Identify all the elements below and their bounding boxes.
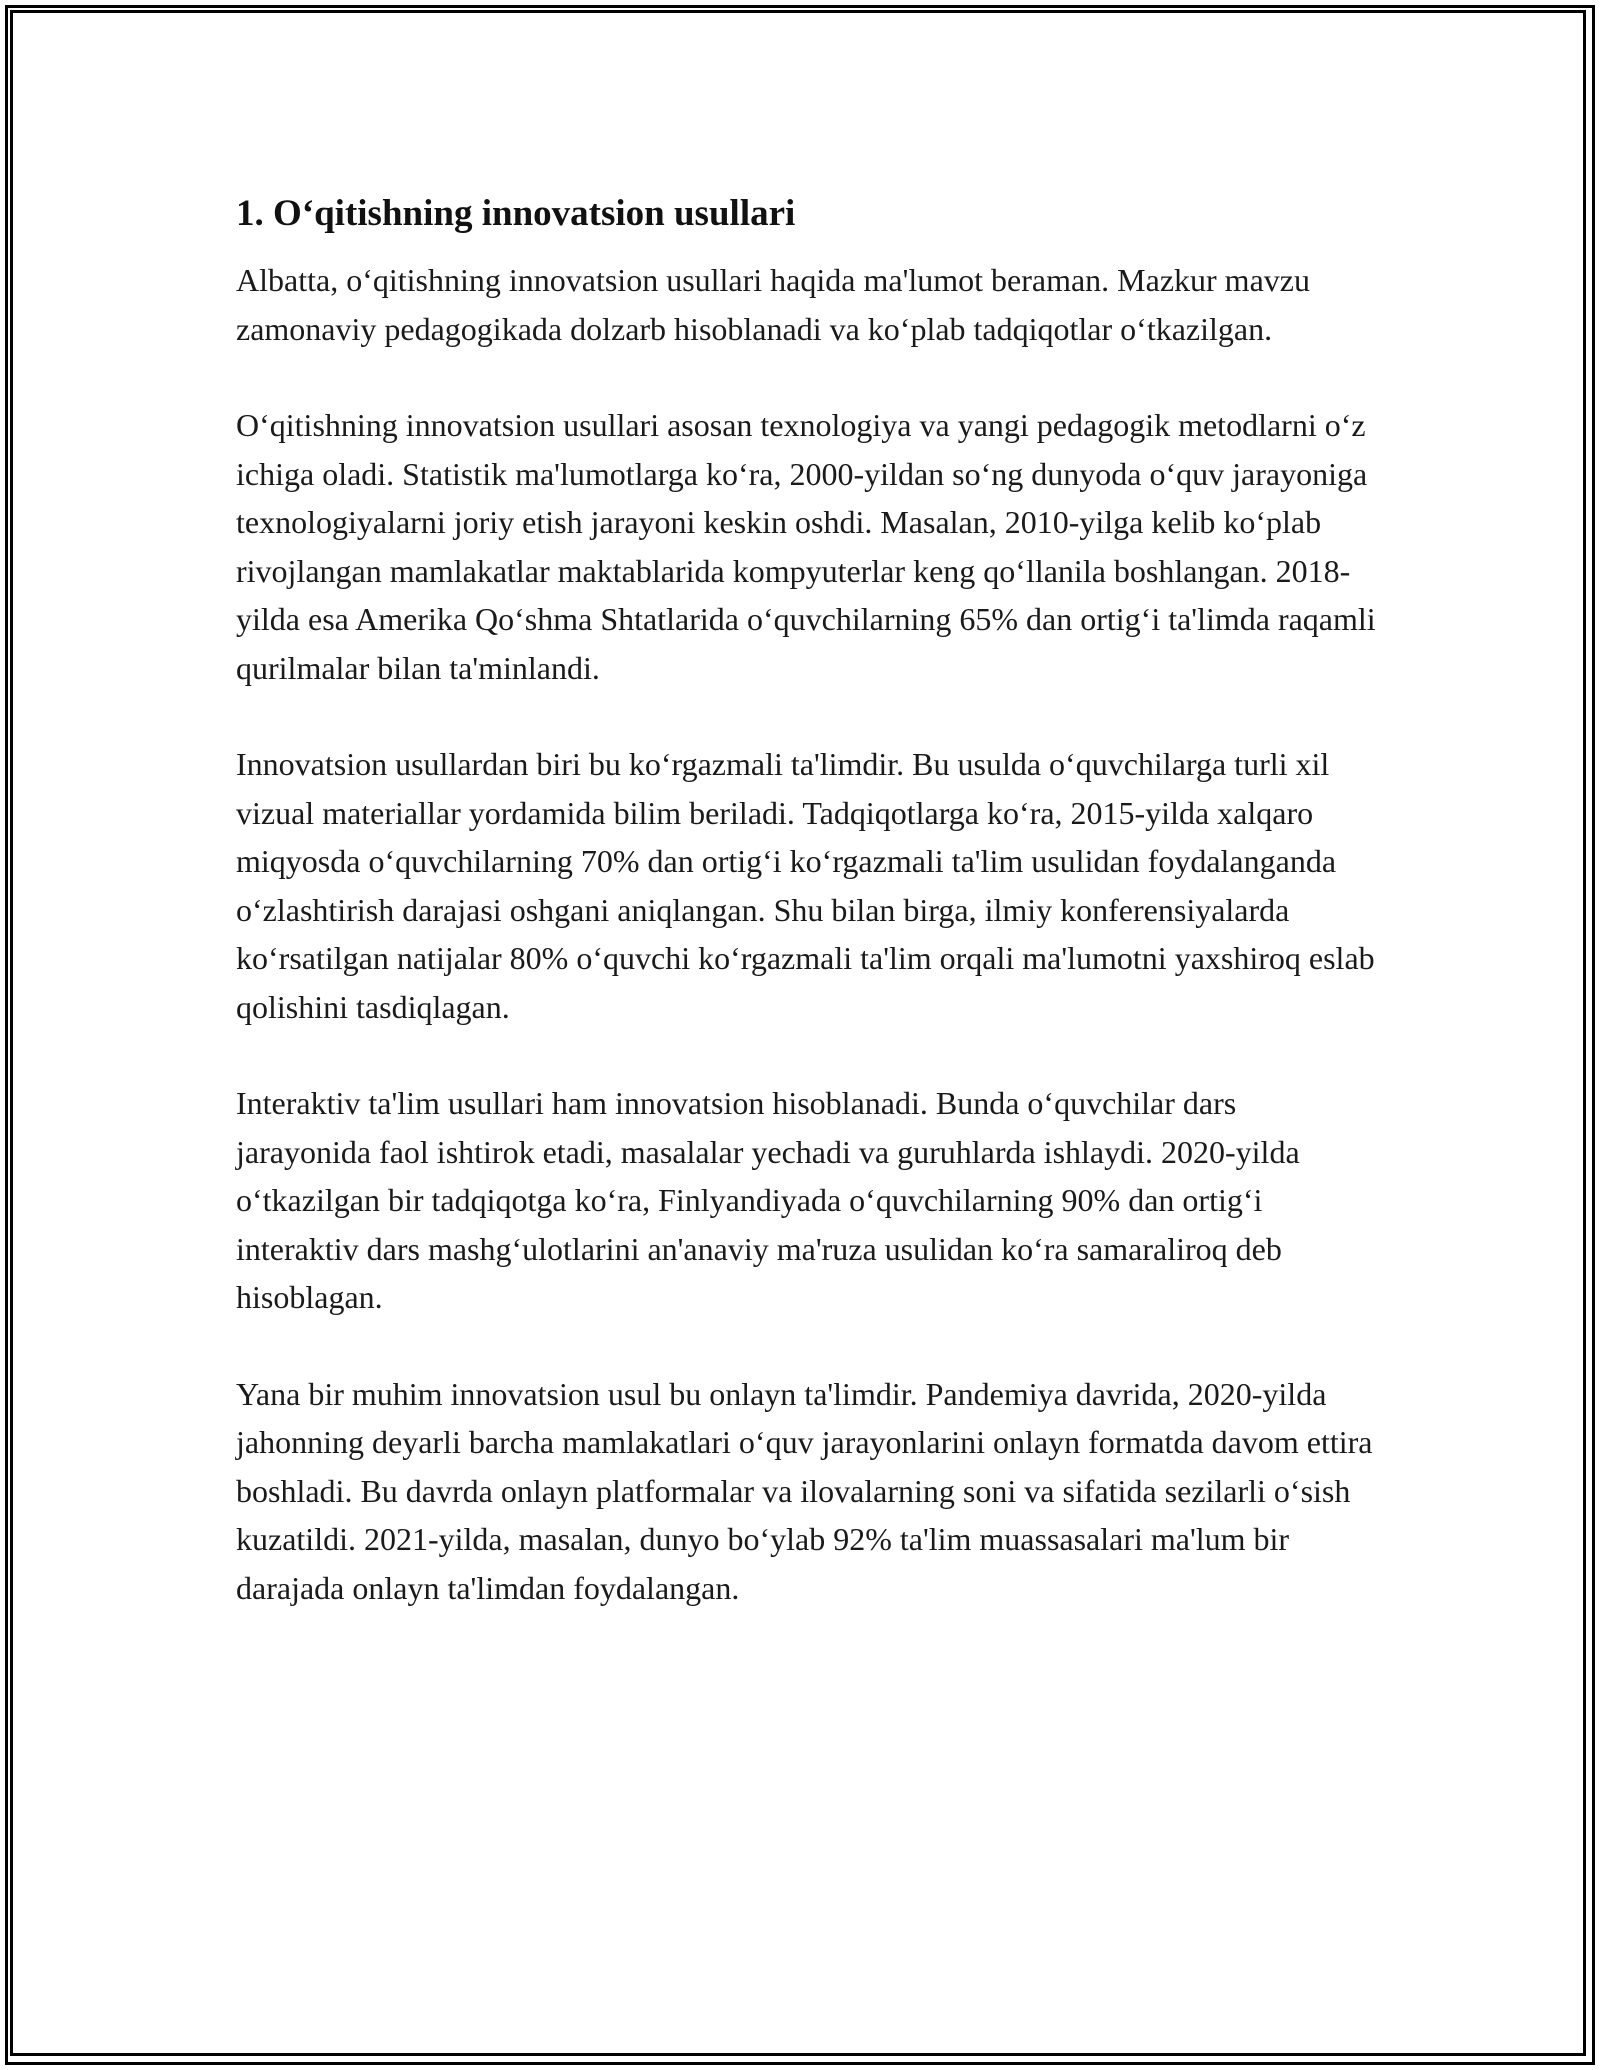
document-body bbox=[236, 188, 1376, 1660]
paragraph-technology: O‘qitishning innovatsion usullari asosan texnologiya va yangi pedagogik metodlarni o‘z ichiga oladi. Statistik ma'lumotlarga ko‘ra, 2000-yildan so‘ng dunyoda o‘quv jarayoniga texnologiyalarni joriy etish jarayoni keskin oshdi. Masalan, 2010-yilga kelib ko‘plab rivojlangan mamlakatlar maktablarida kompyuterlar keng qo‘llanila boshlangan. 2018-yilda esa Amerika Qo‘shma Shtatlarida o‘quvchilarning 65% dan ortig‘i ta'limda raqamli qurilmalar bilan ta'minlandi. bbox=[236, 407, 1376, 686]
paragraph-intro: Albatta, o‘qitishning innovatsion usullari haqida ma'lumot beraman. Mazkur mavzu zamonaviy pedagogikada dolzarb hisoblanadi va ko‘plab tadqiqotlar o‘tkazilgan. bbox=[236, 262, 1310, 347]
paragraph-online-learning: Yana bir muhim innovatsion usul bu onlayn ta'limdir. Pandemiya davrida, 2020-yilda jahonning deyarli barcha mamlakatlari o‘quv jarayonlarini onlayn formatda davom ettira boshladi. Bu davrda onlayn platformalar va ilovalarning soni va sifatida sezilarli o‘sish kuzatildi. 2021-yilda, masalan, dunyo bo‘ylab 92% ta'lim muassasalari ma'lum bir darajada onlayn ta'limdan foydalangan. bbox=[236, 1375, 1373, 1606]
paragraph-visual-learning: Innovatsion usullardan biri bu ko‘rgazmali ta'limdir. Bu usulda o‘quvchilarga turli xil vizual materiallar yordamida bilim beriladi. Tadqiqotlarga ko‘ra, 2015-yilda xalqaro miqyosda o‘quvchilarning 70% dan ortig‘i ko‘rgazmali ta'lim usulidan foydalanganda o‘zlashtirish darajasi oshgani aniqlangan. Shu bilan birga, ilmiy konferensiyalarda ko‘rsatilgan natijalar 80% o‘quvchi ko‘rgazmali ta'lim orqali ma'lumotni yaxshiroq eslab qolishini tasdiqlagan. bbox=[236, 746, 1375, 1025]
section-heading: 1. O‘qitishning innovatsion usullari bbox=[236, 193, 796, 234]
paragraph-interactive-learning: Interaktiv ta'lim usullari ham innovatsion hisoblanadi. Bunda o‘quvchilar dars jarayonida faol ishtirok etadi, masalalar yechadi va guruhlarda ishlaydi. 2020-yilda o‘tkazilgan bir tadqiqotga ko‘ra, Finlyandiyada o‘quvchilarning 90% dan ortig‘i interaktiv dars mashg‘ulotlarini an'anaviy ma'ruza usulidan ko‘ra samaraliroq deb hisoblagan. bbox=[236, 1085, 1300, 1315]
